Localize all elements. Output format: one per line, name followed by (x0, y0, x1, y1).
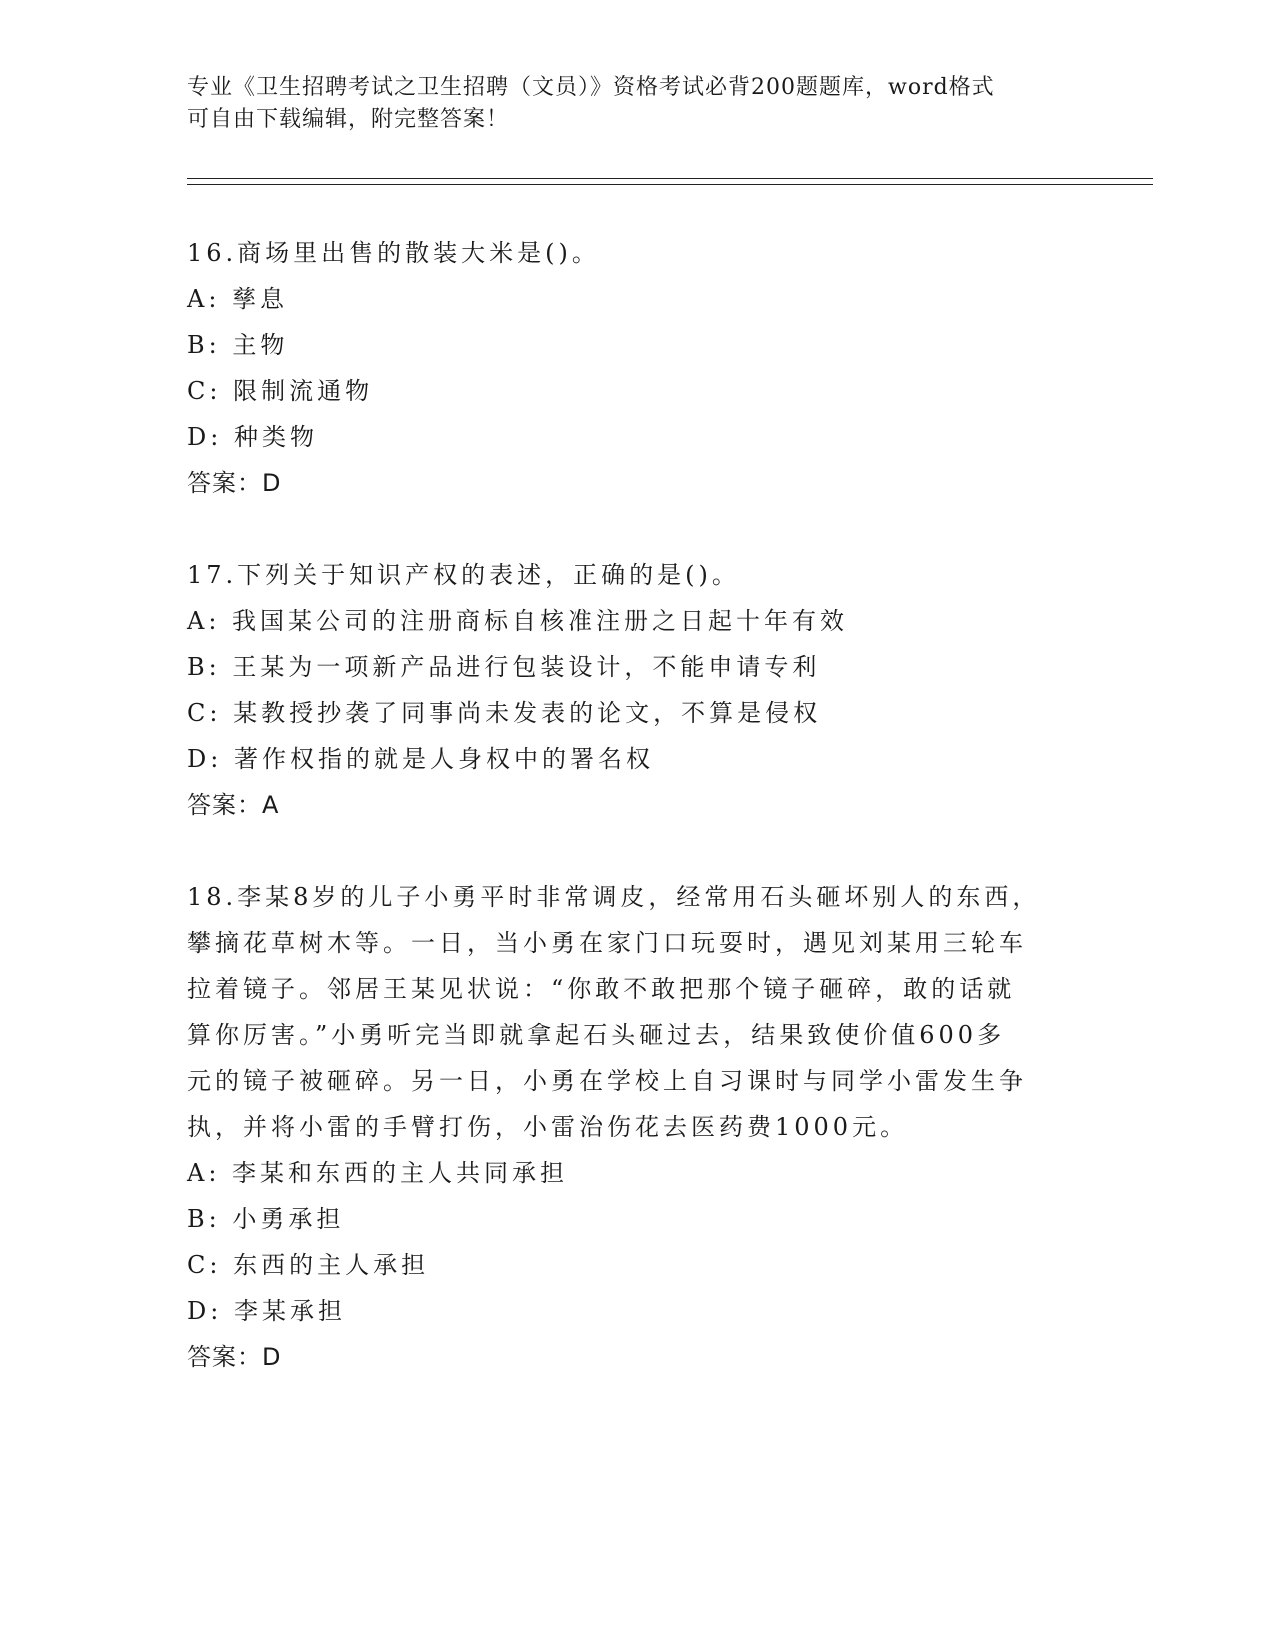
question-stem-line: 元的镜子被砸碎。另一日，小勇在学校上自习课时与同学小雷发生争 (187, 1067, 1027, 1095)
question-stem-line: 拉着镜子。邻居王某见状说：“你敢不敢把那个镜子砸碎，敢的话就 (187, 975, 1016, 1003)
option-b: B: 小勇承担 (187, 1205, 345, 1233)
answer-label: 答案：D (187, 1343, 282, 1371)
question-18 (187, 874, 1067, 1380)
answer-label: 答案：D (187, 469, 282, 497)
question-stem: 17.下列关于知识产权的表述，正确的是()。 (187, 561, 740, 589)
option-a: A: 我国某公司的注册商标自核准注册之日起十年有效 (187, 607, 849, 635)
header-divider (187, 178, 1153, 185)
header-line-2: 可自由下载编辑，附完整答案！ (187, 107, 510, 132)
option-d: D: 著作权指的就是人身权中的署名权 (187, 745, 654, 773)
question-17 (187, 552, 1067, 828)
option-d: D: 李某承担 (187, 1297, 346, 1325)
option-b: B: 王某为一项新产品进行包装设计，不能申请专利 (187, 653, 821, 681)
question-stem-line: 执，并将小雷的手臂打伤，小雷治伤花去医药费1000元。 (187, 1113, 909, 1141)
answer-label: 答案：A (187, 791, 280, 819)
option-c: C: 某教授抄袭了同事尚未发表的论文，不算是侵权 (187, 699, 822, 727)
question-list (187, 230, 1067, 1426)
option-a: A: 李某和东西的主人共同承担 (187, 1159, 569, 1187)
question-16 (187, 230, 1067, 506)
option-c: C: 东西的主人承担 (187, 1251, 430, 1279)
header-line-1: 专业《卫生招聘考试之卫生招聘（文员）》资格考试必背200题题库，word格式 (187, 75, 995, 100)
option-c: C: 限制流通物 (187, 377, 374, 405)
option-d: D: 种类物 (187, 423, 318, 451)
question-stem-line: 攀摘花草树木等。一日，当小勇在家门口玩耍时，遇见刘某用三轮车 (187, 929, 1027, 957)
document-header (187, 72, 1067, 136)
question-stem-line: 18.李某8岁的儿子小勇平时非常调皮，经常用石头砸坏别人的东西， (187, 883, 1041, 911)
option-a: A: 孳息 (187, 285, 289, 313)
question-stem-line: 算你厉害。”小勇听完当即就拿起石头砸过去，结果致使价值600多 (187, 1021, 1006, 1049)
question-stem: 16.商场里出售的散装大米是()。 (187, 239, 600, 267)
option-b: B: 主物 (187, 331, 289, 359)
